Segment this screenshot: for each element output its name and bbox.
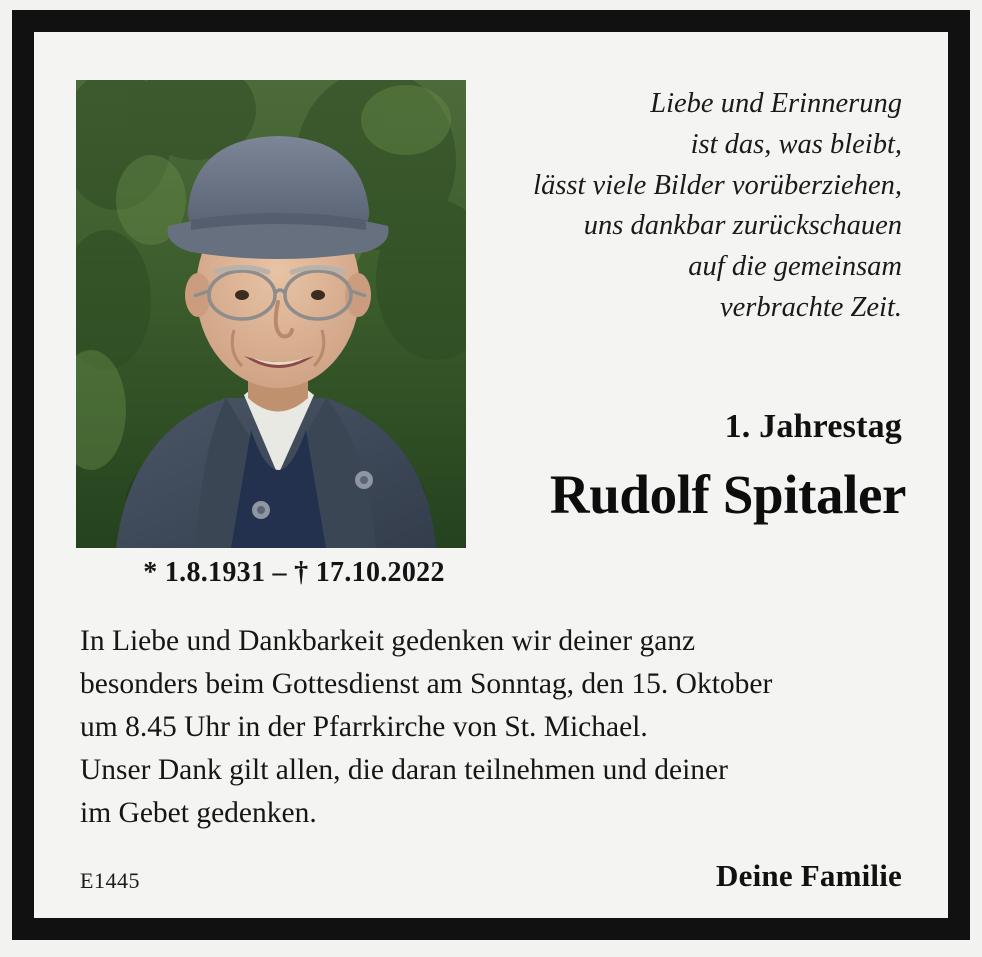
message-line: In Liebe und Dankbarkeit gedenken wir deiner ganz — [80, 625, 696, 657]
reference-code: E1445 — [80, 868, 140, 893]
portrait-photo — [76, 80, 466, 548]
verse-line: uns dankbar zurückschauen — [583, 210, 902, 242]
message-line: besonders beim Gottesdienst am Sonntag, den 15. Oktober — [80, 668, 773, 701]
notice-card — [34, 32, 948, 918]
verse-line: lässt viele Bilder vorüberziehen, — [533, 169, 902, 201]
notice-top-section — [34, 32, 948, 592]
life-dates: * 1.8.1931 – † 17.10.2022 — [143, 557, 445, 588]
portrait-illustration — [76, 80, 466, 548]
anniversary-label: 1. Jahrestag — [724, 408, 902, 445]
mourning-border — [12, 10, 970, 940]
memorial-verse — [432, 84, 902, 329]
message-line: im Gebet gedenken. — [80, 797, 317, 830]
memorial-message — [80, 620, 940, 835]
verse-line: verbrachte Zeit. — [719, 291, 902, 323]
verse-line: Liebe und Erinnerung — [650, 88, 902, 119]
notice-footer — [80, 858, 902, 894]
message-line: um 8.45 Uhr in der Pfarrkirche von St. Michael. — [80, 711, 648, 744]
verse-line: auf die gemeinsam — [688, 251, 902, 282]
message-line: Unser Dank gilt allen, die daran teilnehmen und deiner — [80, 754, 728, 787]
verse-line: ist das, was bleibt, — [690, 128, 902, 160]
deceased-name: Rudolf Spitaler — [549, 464, 906, 525]
signature: Deine Familie — [716, 858, 902, 893]
